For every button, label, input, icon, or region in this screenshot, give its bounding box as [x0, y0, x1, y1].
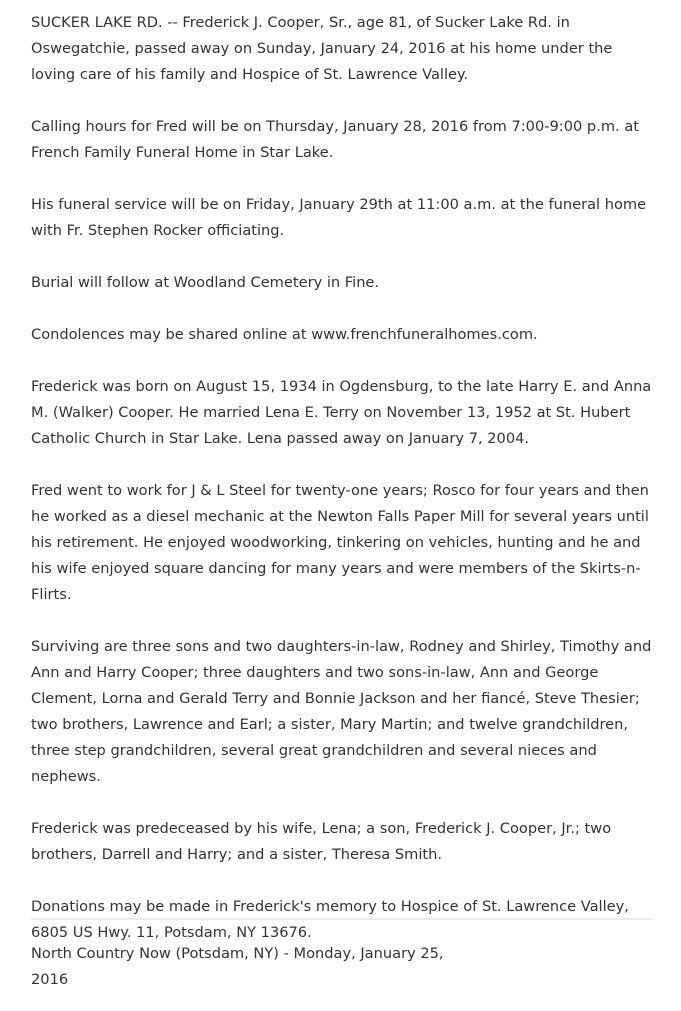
obituary-paragraph-condolences: Condolences may be shared online at www.frenchfuneralhomes.com.: [31, 326, 538, 343]
obituary-paragraph-calling-hours: Calling hours for Fred will be on Thursday, January 28, 2016 from 7:00-9:00 p.m. at French Family Funeral Home in Star Lake.: [31, 118, 639, 161]
obituary-paragraph-career: Fred went to work for J & L Steel for twenty-one years; Rosco for four years and then he worked as a diesel mechanic at the Newton Falls Paper Mill for several years until his retirement. He enjoyed woodworking, tinkering on vehicles, hunting and he and his wife enjoyed square dancing for many years and were members of the Skirts-n-Flirts.: [31, 482, 649, 603]
section-divider: [31, 918, 653, 920]
source-credit: North Country Now (Potsdam, NY) - Monday, January 25, 2016: [31, 945, 444, 988]
obituary-paragraph-burial: Burial will follow at Woodland Cemetery in Fine.: [31, 274, 380, 291]
obituary-paragraph-survivors: Surviving are three sons and two daughters-in-law, Rodney and Shirley, Timothy and Ann and Harry Cooper; three daughters and two sons-in-law, Ann and George Clement, Lorna and Gerald Terry and Bonnie Jackson and her fiancé, Steve Thesier; two brothers, Lawrence and Earl; a sister, Mary Martin; and twelve grandchildren, three step grandchildren, several great grandchildren and several nieces and nephews.: [31, 638, 652, 785]
obituary-paragraph-predeceased: Frederick was predeceased by his wife, Lena; a son, Frederick J. Cooper, Jr.; two brothers, Darrell and Harry; and a sister, Theresa Smith.: [31, 820, 612, 863]
obituary-paragraph-intro: SUCKER LAKE RD. -- Frederick J. Cooper, Sr., age 81, of Sucker Lake Rd. in Oswegatchie, passed away on Sunday, January 24, 2016 at his home under the loving care of his family and Hospice of St. Lawrence Valley.: [31, 14, 613, 83]
obituary-paragraph-donations: Donations may be made in Frederick's memory to Hospice of St. Lawrence Valley, 6805 US Hwy. 11, Potsdam, NY 13676.: [31, 898, 629, 941]
obituary-paragraph-funeral-service: His funeral service will be on Friday, January 29th at 11:00 a.m. at the funeral home with Fr. Stephen Rocker officiating.: [31, 196, 647, 239]
obituary-article: [31, 10, 656, 972]
obituary-paragraph-biography: Frederick was born on August 15, 1934 in Ogdensburg, to the late Harry E. and Anna M. (Walker) Cooper. He married Lena E. Terry on November 13, 1952 at St. Hubert Catholic Church in Star Lake. Lena passed away on January 7, 2004.: [31, 378, 652, 447]
